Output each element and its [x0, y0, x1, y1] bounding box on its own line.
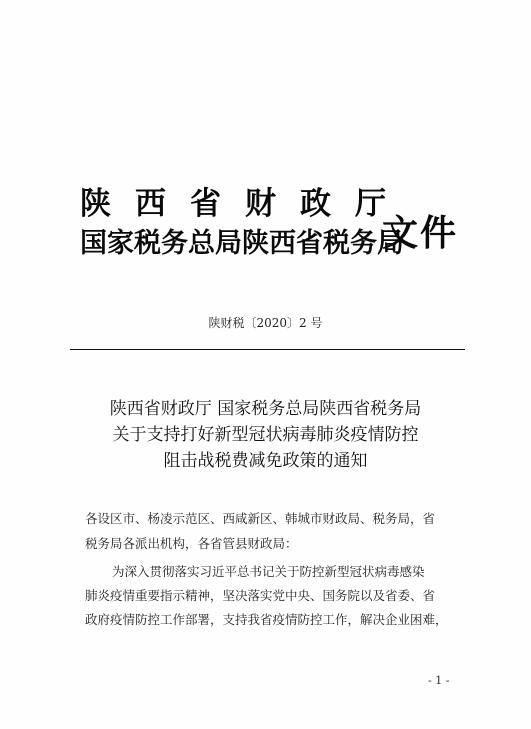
- document-title: [0, 396, 531, 474]
- addressee: [85, 506, 465, 556]
- addressee-line-1: 各设区市、杨凌示范区、西咸新区、韩城市财政局、税务局，省: [85, 511, 436, 526]
- header-divider: [70, 349, 465, 350]
- issuer-tax-bureau: 国家税务总局陕西省税务局: [80, 228, 404, 259]
- page-number: - 1 -: [428, 674, 450, 687]
- title-line-1: 陕西省财政厅 国家税务总局陕西省税务局: [109, 399, 422, 419]
- title-line-3: 阻击战税费减免政策的通知: [163, 451, 368, 471]
- title-line-2: 关于支持打好新型冠状病毒肺炎疫情防控: [112, 425, 419, 445]
- body-paragraph: [85, 560, 465, 632]
- body-line-3: 政府疫情防控工作部署，支持我省疫情防控工作，解决企业困难，: [85, 612, 448, 627]
- body-line-2: 肺炎疫情重要指示精神，坚决落实党中央、国务院以及省委、省: [85, 588, 436, 603]
- issuer-provincial-finance-dept: 陕西省财政厅: [80, 186, 410, 222]
- document-number: 陕财税〔2020〕2 号: [208, 316, 323, 330]
- addressee-line-2: 税务局各派出机构，各省管县财政局：: [85, 536, 298, 551]
- body-line-1: 为深入贯彻落实习近平总书记关于防控新型冠状病毒感染: [112, 564, 425, 579]
- issuing-authorities: [80, 186, 410, 264]
- document-mark: 文件: [382, 212, 459, 254]
